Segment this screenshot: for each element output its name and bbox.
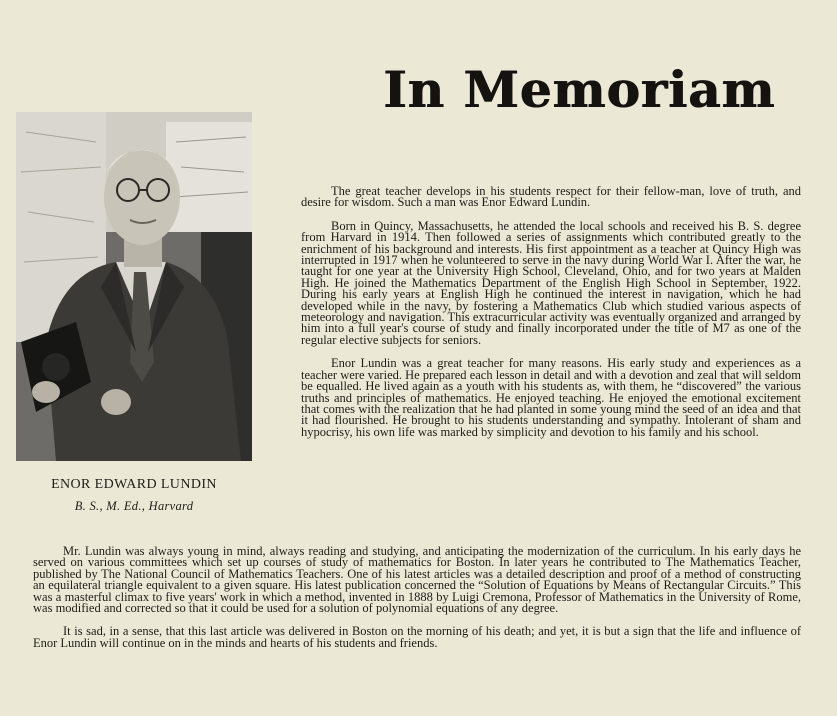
caption-degrees: B. S., M. Ed., Harvard [74, 499, 194, 513]
paragraph: The great teacher develops in his students respect for their fellow-man, love of truth, and desire for wisdom. Such a man was Enor Edward Lundin. [301, 184, 801, 210]
column-text [301, 186, 801, 450]
caption-name: ENOR EDWARD LUNDIN [51, 477, 217, 492]
paragraph: It is sad, in a sense, that this last article was delivered in Boston on the morning of his death; and yet, it is but a sign that the life and influence of Enor Lundin will continue on in the minds and hearts of his students and friends. [33, 624, 801, 650]
paragraph: Enor Lundin was a great teacher for many reasons. His early study and experiences as a teacher were varied. He prepared each lesson in detail and with a devotion and zeal that will seldom be equalled. He lived again as a youth with his students as, with them, he “discovered” the various truths and principles of mathematics. He enjoyed teaching. He enjoyed the emotional excitement that comes with the realization that he had planted in some young mind the seed of an idea and that it had flourished. He brought to his students understanding and sympathy. Intolerant of sham and hypocrisy, his own life was marked by simplicity and devotion to his family and his school. [301, 356, 801, 439]
paragraph: Mr. Lundin was always young in mind, always reading and studying, and anticipating the modernization of the curriculum. In his early days he served on various committees which set up courses of study of mathematics for Boston. In later years he contributed to The Mathematics Teacher, published by The National Council of Mathematics Teachers. One of his latest articles was a detailed description and proof of a method of constructing an equilateral triangle equivalent to a given square. His latest publication concerned the “Solution of Equations by Means of Rectangular Circuits.” This was a masterful climax to five years' work in which a method, invented in 1888 by Luigi Cremona, Professor of Mathematics in the University of Rome, was modified and corrected so that it could be used for a solution of polynomial equations of any degree. [33, 544, 801, 616]
page-title: In Memoriam [383, 60, 776, 119]
portrait-photo [16, 112, 252, 461]
full-width-text [33, 546, 801, 661]
paragraph: Born in Quincy, Massachusetts, he attended the local schools and received his B. S. degree from Harvard in 1914. Then followed a series of assignments which contributed greatly to the enrichment of his background and interests. His first appointment as a teacher at Quincy High was interrupted in 1917 when he volunteered to serve in the navy during World War I. After the war, he taught for one year at the University High School, Cleveland, Ohio, and for two years at Malden High. He joined the Mathematics Department of the English High School in September, 1922. During his early years at English High he continued the interest in navigation, which he had developed while in the navy, by fostering a Mathematics Club which studied various aspects of meteorology and navigation. This extracurricular activity was eventually organized and arranged by him into a full year's course of study and finally incorporated under the title of M7 as one of the regular elective subjects for seniors. [301, 218, 801, 347]
